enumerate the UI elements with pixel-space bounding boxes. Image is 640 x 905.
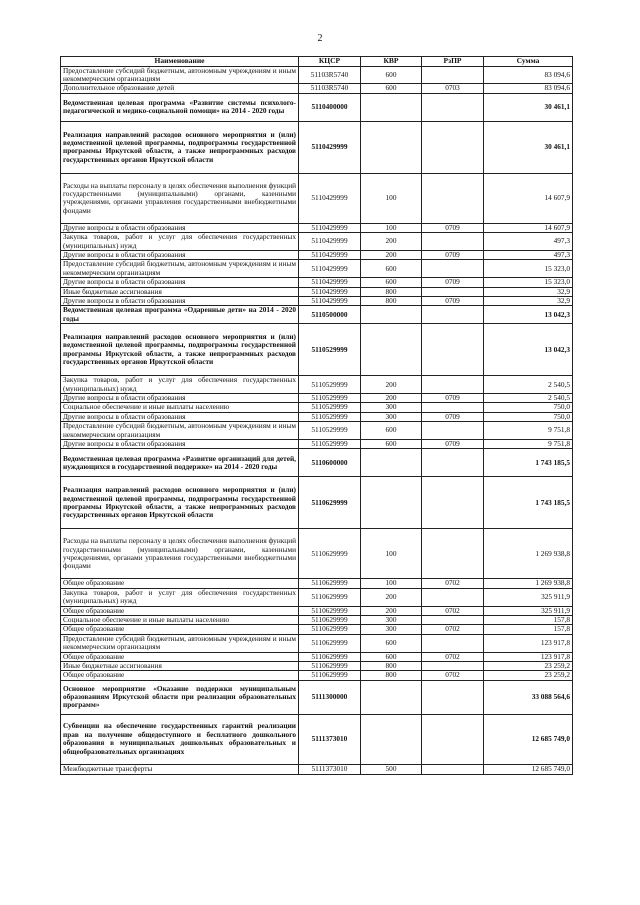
- cell-rzpr: 0709: [422, 223, 484, 232]
- cell-sum: 83 094,6: [484, 84, 573, 93]
- cell-sum: 750,0: [484, 412, 573, 421]
- cell-kcsr: 5110429999: [299, 260, 361, 278]
- cell-kvr: 300: [361, 412, 422, 421]
- cell-name: Другие вопросы в области образования: [61, 223, 299, 232]
- cell-kvr: 600: [361, 422, 422, 440]
- table-row: [61, 260, 573, 278]
- cell-kcsr: 5110529999: [299, 324, 361, 376]
- table-row: [61, 449, 573, 477]
- cell-rzpr: [422, 66, 484, 84]
- table-body: [61, 66, 573, 774]
- cell-name: Иные бюджетные ассигнования: [61, 287, 299, 296]
- cell-name: Социальное обеспечение и иные выплаты населению: [61, 403, 299, 412]
- cell-name: Иные бюджетные ассигнования: [61, 661, 299, 670]
- cell-name: Предоставление субсидий бюджетным, автономным учреждениям и иным некоммерческим организациям: [61, 66, 299, 84]
- table-row: [61, 671, 573, 680]
- table-row: [61, 84, 573, 93]
- cell-rzpr: 0702: [422, 579, 484, 588]
- cell-kcsr: 5110629999: [299, 661, 361, 670]
- table-row: [61, 278, 573, 287]
- cell-sum: 1 743 185,5: [484, 449, 573, 477]
- cell-sum: 1 269 938,8: [484, 529, 573, 579]
- cell-kvr: 600: [361, 440, 422, 449]
- table-row: [61, 403, 573, 412]
- cell-kvr: [361, 324, 422, 376]
- cell-sum: 14 607,9: [484, 173, 573, 223]
- cell-sum: 157,8: [484, 616, 573, 625]
- cell-kcsr: 5110529999: [299, 376, 361, 394]
- table-row: [61, 324, 573, 376]
- table-row: [61, 376, 573, 394]
- cell-sum: 497,3: [484, 233, 573, 251]
- cell-sum: 15 323,0: [484, 260, 573, 278]
- cell-rzpr: 0702: [422, 625, 484, 634]
- cell-kcsr: 5110400000: [299, 93, 361, 121]
- cell-sum: 2 540,5: [484, 394, 573, 403]
- table-row: [61, 588, 573, 606]
- cell-kvr: 800: [361, 287, 422, 296]
- cell-kcsr: 5110429999: [299, 223, 361, 232]
- cell-kvr: 600: [361, 84, 422, 93]
- cell-kvr: [361, 93, 422, 121]
- cell-kvr: 200: [361, 588, 422, 606]
- cell-name: Ведомственная целевая программа «Развитие системы психолого-педагогической и медико-социальной помощи» на 2014 - 2020 годы: [61, 93, 299, 121]
- cell-sum: 13 042,3: [484, 306, 573, 324]
- cell-kcsr: 5110629999: [299, 616, 361, 625]
- table-row: [61, 477, 573, 529]
- cell-kvr: 200: [361, 250, 422, 259]
- cell-name: Общее образование: [61, 625, 299, 634]
- cell-name: Межбюджетные трансферты: [61, 764, 299, 774]
- cell-sum: 1 269 938,8: [484, 579, 573, 588]
- table-row: [61, 440, 573, 449]
- cell-name: Ведомственная целевая программа «Развитие организаций для детей, нуждающихся в государственной поддержке» на 2014 - 2020 годы: [61, 449, 299, 477]
- header-kcsr: КЦСР: [299, 57, 361, 67]
- cell-kcsr: 5110429999: [299, 278, 361, 287]
- cell-sum: 23 259,2: [484, 671, 573, 680]
- cell-name: Другие вопросы в области образования: [61, 250, 299, 259]
- cell-kvr: 200: [361, 233, 422, 251]
- cell-sum: 23 259,2: [484, 661, 573, 670]
- cell-rzpr: [422, 306, 484, 324]
- cell-kcsr: 5110429999: [299, 233, 361, 251]
- cell-kvr: 300: [361, 403, 422, 412]
- cell-kvr: 100: [361, 529, 422, 579]
- cell-rzpr: [422, 403, 484, 412]
- cell-sum: 14 607,9: [484, 223, 573, 232]
- table-row: [61, 233, 573, 251]
- cell-rzpr: 0702: [422, 652, 484, 661]
- cell-sum: 325 911,9: [484, 588, 573, 606]
- cell-kvr: [361, 477, 422, 529]
- cell-sum: 2 540,5: [484, 376, 573, 394]
- cell-kvr: 200: [361, 606, 422, 615]
- cell-kcsr: 5110629999: [299, 529, 361, 579]
- cell-kcsr: 5110529999: [299, 422, 361, 440]
- table-row: [61, 296, 573, 305]
- header-kvr: КВР: [361, 57, 422, 67]
- table-row: [61, 764, 573, 774]
- cell-rzpr: 0709: [422, 394, 484, 403]
- cell-kcsr: 5110529999: [299, 412, 361, 421]
- cell-kcsr: 5110629999: [299, 588, 361, 606]
- cell-rzpr: 0709: [422, 250, 484, 259]
- cell-sum: 30 461,1: [484, 121, 573, 173]
- cell-rzpr: [422, 287, 484, 296]
- budget-table: [60, 56, 573, 775]
- cell-name: Предоставление субсидий бюджетным, автономным учреждениям и иным некоммерческим организациям: [61, 422, 299, 440]
- cell-sum: 30 461,1: [484, 93, 573, 121]
- cell-sum: 83 094,6: [484, 66, 573, 84]
- cell-kcsr: 5110429999: [299, 121, 361, 173]
- cell-name: Основное мероприятие «Оказание поддержки муниципальным образованиям Иркутской области при реализации образовательных программ»: [61, 680, 299, 714]
- cell-sum: 32,9: [484, 296, 573, 305]
- cell-rzpr: 0709: [422, 296, 484, 305]
- cell-rzpr: [422, 714, 484, 764]
- cell-kvr: 300: [361, 616, 422, 625]
- cell-kcsr: 5110429999: [299, 287, 361, 296]
- cell-name: Другие вопросы в области образования: [61, 440, 299, 449]
- table-row: [61, 173, 573, 223]
- cell-kvr: [361, 449, 422, 477]
- cell-kvr: 800: [361, 671, 422, 680]
- cell-rzpr: [422, 477, 484, 529]
- cell-kvr: 200: [361, 376, 422, 394]
- cell-rzpr: [422, 764, 484, 774]
- cell-name: Реализация направлений расходов основного мероприятия и (или) ведомственной целевой программы, подпрограммы государственной программы Иркутской области, а также непрограммных расходов государственных органов Иркутской области: [61, 121, 299, 173]
- cell-kcsr: 51103R5740: [299, 66, 361, 84]
- cell-kvr: 100: [361, 223, 422, 232]
- cell-rzpr: [422, 173, 484, 223]
- cell-name: Предоставление субсидий бюджетным, автономным учреждениям и иным некоммерческим организациям: [61, 634, 299, 652]
- cell-name: Реализация направлений расходов основного мероприятия и (или) ведомственной целевой программы, подпрограммы государственной программы Иркутской области, а также непрограммных расходов государственных органов Иркутской области: [61, 324, 299, 376]
- cell-name: Расходы на выплаты персоналу в целях обеспечения выполнения функций государственными (муниципальными) органами, казенными учреждениями, органами управления государственными внебюджетными фондами: [61, 529, 299, 579]
- cell-sum: 9 751,8: [484, 422, 573, 440]
- cell-sum: 497,3: [484, 250, 573, 259]
- cell-kvr: 300: [361, 625, 422, 634]
- cell-rzpr: 0703: [422, 84, 484, 93]
- table-row: [61, 634, 573, 652]
- cell-name: Другие вопросы в области образования: [61, 394, 299, 403]
- cell-rzpr: 0702: [422, 671, 484, 680]
- cell-kvr: [361, 714, 422, 764]
- cell-kcsr: 5110529999: [299, 394, 361, 403]
- cell-kvr: [361, 121, 422, 173]
- cell-kcsr: 5110629999: [299, 579, 361, 588]
- table-row: [61, 529, 573, 579]
- cell-sum: 9 751,8: [484, 440, 573, 449]
- cell-name: Общее образование: [61, 671, 299, 680]
- cell-sum: 750,0: [484, 403, 573, 412]
- cell-kvr: 600: [361, 278, 422, 287]
- cell-rzpr: 0702: [422, 606, 484, 615]
- table-row: [61, 625, 573, 634]
- table-row: [61, 93, 573, 121]
- cell-rzpr: 0709: [422, 440, 484, 449]
- cell-kcsr: 5110429999: [299, 173, 361, 223]
- cell-sum: 15 323,0: [484, 278, 573, 287]
- cell-sum: 33 088 564,6: [484, 680, 573, 714]
- cell-kvr: 600: [361, 66, 422, 84]
- cell-rzpr: [422, 449, 484, 477]
- cell-kcsr: 5110629999: [299, 606, 361, 615]
- cell-kvr: 500: [361, 764, 422, 774]
- cell-kcsr: 5110500000: [299, 306, 361, 324]
- cell-name: Реализация направлений расходов основного мероприятия и (или) ведомственной целевой программы, подпрограммы государственной программы Иркутской области, а также непрограммных расходов государственных органов Иркутской области: [61, 477, 299, 529]
- cell-rzpr: [422, 529, 484, 579]
- cell-rzpr: 0709: [422, 412, 484, 421]
- table-row: [61, 306, 573, 324]
- table-row: [61, 579, 573, 588]
- table-row: [61, 287, 573, 296]
- cell-kcsr: 5110529999: [299, 403, 361, 412]
- header-rzpr: РзПР: [422, 57, 484, 67]
- cell-name: Другие вопросы в области образования: [61, 278, 299, 287]
- cell-rzpr: [422, 121, 484, 173]
- cell-rzpr: [422, 634, 484, 652]
- cell-kcsr: 5111373010: [299, 764, 361, 774]
- cell-name: Предоставление субсидий бюджетным, автономным учреждениям и иным некоммерческим организациям: [61, 260, 299, 278]
- cell-sum: 157,8: [484, 625, 573, 634]
- header-name: Наименование: [61, 57, 299, 67]
- cell-kvr: [361, 306, 422, 324]
- cell-kcsr: 5110429999: [299, 296, 361, 305]
- cell-name: Ведомственная целевая программа «Одаренные дети» на 2014 - 2020 годы: [61, 306, 299, 324]
- cell-name: Дополнительное образование детей: [61, 84, 299, 93]
- cell-kcsr: 5110629999: [299, 634, 361, 652]
- cell-rzpr: 0709: [422, 278, 484, 287]
- cell-kcsr: 5110629999: [299, 671, 361, 680]
- cell-kvr: 600: [361, 260, 422, 278]
- cell-kcsr: 5110600000: [299, 449, 361, 477]
- cell-name: Общее образование: [61, 579, 299, 588]
- cell-name: Закупка товаров, работ и услуг для обеспечения государственных (муниципальных) нужд: [61, 376, 299, 394]
- cell-rzpr: [422, 422, 484, 440]
- page-number: 2: [317, 33, 323, 44]
- cell-name: Субвенции на обеспечение государственных гарантий реализации прав на получение общедоступного и бесплатного дошкольного образования в муниципальных дошкольных образовательных и общеобразовательных организациях: [61, 714, 299, 764]
- cell-name: Закупка товаров, работ и услуг для обеспечения государственных (муниципальных) нужд: [61, 588, 299, 606]
- cell-kvr: [361, 680, 422, 714]
- cell-sum: 12 685 749,0: [484, 714, 573, 764]
- cell-sum: 325 911,9: [484, 606, 573, 615]
- header-sum: Сумма: [484, 57, 573, 67]
- cell-kcsr: 5111300000: [299, 680, 361, 714]
- cell-rzpr: [422, 588, 484, 606]
- cell-kvr: 800: [361, 296, 422, 305]
- cell-sum: 12 685 749,0: [484, 764, 573, 774]
- cell-kvr: 100: [361, 579, 422, 588]
- cell-kcsr: 5111373010: [299, 714, 361, 764]
- cell-name: Закупка товаров, работ и услуг для обеспечения государственных (муниципальных) нужд: [61, 233, 299, 251]
- cell-rzpr: [422, 233, 484, 251]
- cell-kcsr: 5110429999: [299, 250, 361, 259]
- cell-sum: 32,9: [484, 287, 573, 296]
- cell-kcsr: 5110629999: [299, 652, 361, 661]
- cell-kvr: 800: [361, 661, 422, 670]
- cell-kvr: 100: [361, 173, 422, 223]
- cell-rzpr: [422, 324, 484, 376]
- cell-sum: 1 743 185,5: [484, 477, 573, 529]
- cell-name: Общее образование: [61, 652, 299, 661]
- table-row: [61, 66, 573, 84]
- cell-name: Расходы на выплаты персоналу в целях обеспечения выполнения функций государственными (муниципальными) органами, казенными учреждениями, органами управления государственными внебюджетными фондами: [61, 173, 299, 223]
- cell-kvr: 200: [361, 394, 422, 403]
- cell-name: Социальное обеспечение и иные выплаты населению: [61, 616, 299, 625]
- table-header-row: [61, 57, 573, 67]
- cell-rzpr: [422, 93, 484, 121]
- table-row: [61, 121, 573, 173]
- cell-name: Другие вопросы в области образования: [61, 296, 299, 305]
- cell-sum: 123 917,8: [484, 652, 573, 661]
- cell-rzpr: [422, 260, 484, 278]
- table-row: [61, 714, 573, 764]
- cell-kcsr: 5110529999: [299, 440, 361, 449]
- cell-sum: 13 042,3: [484, 324, 573, 376]
- cell-name: Общее образование: [61, 606, 299, 615]
- cell-sum: 123 917,8: [484, 634, 573, 652]
- cell-kcsr: 5110629999: [299, 625, 361, 634]
- table-row: [61, 680, 573, 714]
- cell-rzpr: [422, 376, 484, 394]
- cell-kvr: 600: [361, 634, 422, 652]
- cell-kcsr: 51103R5740: [299, 84, 361, 93]
- cell-kcsr: 5110629999: [299, 477, 361, 529]
- table-row: [61, 422, 573, 440]
- cell-rzpr: [422, 680, 484, 714]
- cell-name: Другие вопросы в области образования: [61, 412, 299, 421]
- cell-kvr: 600: [361, 652, 422, 661]
